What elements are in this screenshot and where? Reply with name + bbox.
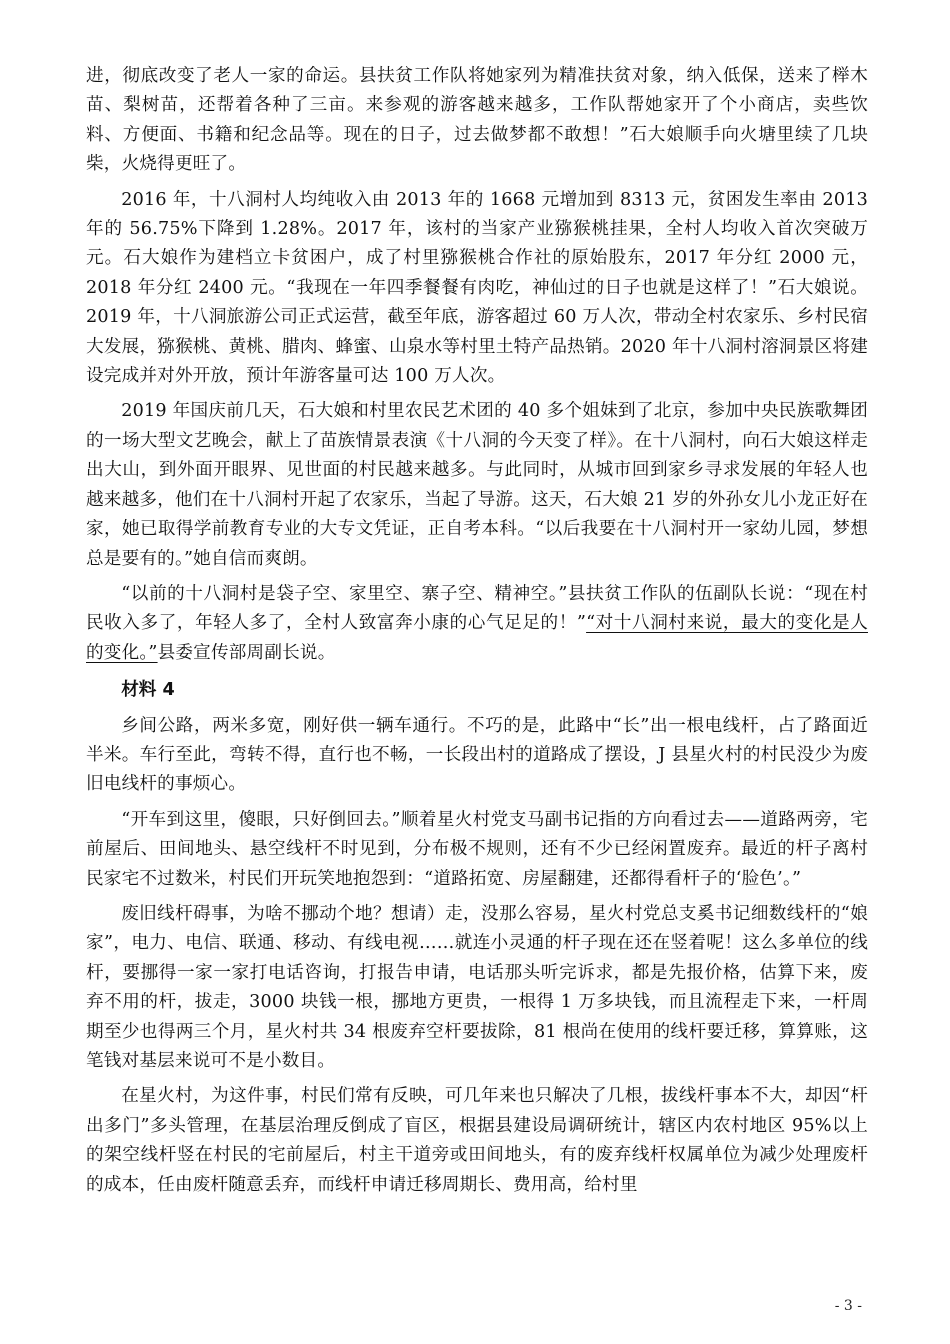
paragraph-beijing-trip: 2019 年国庆前几天，石大娘和村里农民艺术团的 40 多个姐妹到了北京，参加中央民族歌舞团的一场大型文艺晚会，献上了苗族情景表演《十八洞的今天变了样》。在十八洞村，向石大娘这样走出大山，到外面开眼界、见世面的村民越来越多。与此同时，从城市回到家乡寻求发展的年轻人也越来越多，他们在十八洞村开起了农家乐，当起了导游。这天，石大娘 21 岁的外孙女儿小龙正好在家，她已取得学前教育专业的大专文凭证，正自考本科。“以后我要在十八洞村开一家幼儿园，梦想总是要有的。”她自信而爽朗。: [86, 401, 868, 569]
paragraph-income-stats: 2016 年，十八洞村人均纯收入由 2013 年的 1668 元增加到 8313 元，贫困发生率由 2013 年的 56.75%下降到 1.28%。2017 年，该村的当家产业猕猴桃挂果，全村人均收入首次突破万元。石大娘作为建档立卡贫困户，成了村里猕猴桃合作社的原始股东，2017 年分红 2000 元，2018 年分红 2400 元。“我现在一年四季餐餐有肉吃，神仙过的日子也就是这样了！”石大娘说。2019 年，十八洞旅游公司正式运营，截至年底，游客超过 60 万人次，带动全村农家乐、乡村民宿大发展，猕猴桃、黄桃、腊肉、蜂蜜、山泉水等村里土特产品热销。2020 年十八洞村溶洞景区将建设完成并对外开放，预计年游客量可达 100 万人次。: [86, 189, 868, 387]
page-number: - 3 -: [834, 1298, 862, 1314]
section-heading: 材料 4: [121, 680, 175, 701]
paragraph-driving: “开车到这里，傻眼，只好倒回去。”顺着星火村党支马副书记指的方向看过去——道路两旁，宅前屋后、田间地头、悬空线杆不时见到，分布极不规则，还有不少已经闲置废弃。最近的杆子离村民家宅不过数米，村民们开玩笑地抱怨到：“道路拓宽、房屋翻建，还都得看杆子的‘脸色’。”: [86, 809, 868, 889]
quote-before: “以前的十八洞村是袋子空、家里空、寨子空、精神空。”县扶贫工作队的伍副队长说：“现在村民收入多了，年轻人多了，全村人致富奔小康的心气足足的！”: [86, 583, 868, 634]
paragraph-poles: 废旧线杆碍事，为啥不挪动个地？想请）走，没那么容易，星火村党总支奚书记细数线杆的“娘家”，电力、电信、联通、移动、有线电视……就连小灵通的杆子现在还在竖着呢！这么多单位的线杆，要挪得一家一家打电话咨询，打报告申请，电话那头听完诉求，都是先报价格，估算下来，废弃不用的杆，拔走，3000 块钱一根，挪地方更贵，一根得 1 万多块钱，而且流程走下来，一杆周期至少也得两三个月，星火村共 34 根废弃空杆要拔除，81 根尚在使用的线杆要迁移，算算账，这笔钱对基层来说可不是小数目。: [86, 903, 868, 1071]
paragraph-governance: 在星火村，为这件事，村民们常有反映，可几年来也只解决了几根，拔线杆事本不大，却因“杆出多门”多头管理，在基层治理反倒成了盲区，根据县建设局调研统计，辖区内农村地区 95%以上的架空线杆竖在村民的宅前屋后，村主干道旁或田间地头，有的废弃线杆权属单位为减少处理废杆的成本，任由废杆随意丢弃，而线杆申请迁移周期长、费用高，给村里: [86, 1086, 868, 1195]
quote-after: 县委宣传部周副长说。: [157, 642, 336, 663]
paragraph-continuation: 进，彻底改变了老人一家的命运。县扶贫工作队将她家列为精准扶贫对象，纳入低保，送来了榉木苗、梨树苗，还帮着各种了三亩。来参观的游客越来越多，工作队帮她家开了个小商店，卖些饮料、方便面、书籍和纪念品等。现在的日子，过去做梦都不敢想！”石大娘顺手向火塘里续了几块柴，火烧得更旺了。: [86, 66, 868, 175]
document-page: [86, 62, 868, 1206]
paragraph-road: 乡间公路，两米多宽，刚好供一辆车通行。不巧的是，此路中“长”出一根电线杆，占了路面近半米。车行至此，弯转不得，直行也不畅，一长段出村的道路成了摆设，J 县星火村的村民没少为废旧电线杆的事烦心。: [86, 715, 868, 795]
underlined-quote: “对十八洞村来说，最大的变化是人的变化。”: [86, 613, 868, 663]
paragraph-quote: [86, 580, 868, 668]
